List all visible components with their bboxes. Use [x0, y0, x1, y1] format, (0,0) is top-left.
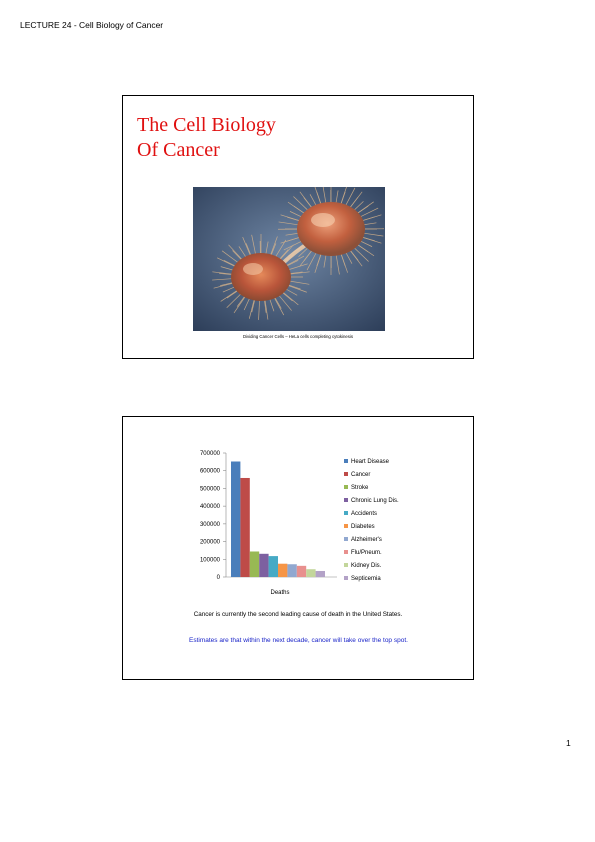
bar-flu-pneum [297, 566, 306, 577]
y-tick-label: 600000 [199, 468, 220, 475]
legend-swatch [344, 498, 348, 502]
y-tick-label: 500000 [199, 486, 220, 493]
legend-label: Chronic Lung Dis. [351, 498, 399, 504]
page-number: 1 [566, 738, 571, 748]
legend-swatch [344, 485, 348, 489]
cancer-statement: Cancer is currently the second leading cause of death in the United States. [193, 611, 403, 618]
bar-accidents [269, 556, 278, 577]
legend-swatch [344, 524, 348, 528]
image-caption: Dividing Cancer Cells – HeLa cells completing cytokinesis [242, 334, 354, 339]
bar-heart-disease [231, 462, 240, 577]
legend-label: Septicemia [351, 576, 381, 582]
bar-cancer [240, 478, 249, 577]
bar-diabetes [278, 564, 287, 577]
legend-label: Flu/Pneum. [351, 550, 382, 556]
bar-alzheimer-s [287, 564, 296, 577]
legend-swatch [344, 563, 348, 567]
slide-death-chart [122, 416, 474, 680]
legend-label: Kidney Dis. [351, 563, 382, 569]
y-tick-label: 400000 [199, 504, 220, 511]
deaths-bar-chart [123, 417, 473, 602]
legend-swatch [344, 472, 348, 476]
x-axis-label: Deaths [270, 590, 290, 596]
y-tick-label: 100000 [199, 557, 220, 564]
legend-label: Accidents [351, 511, 378, 517]
bar-chronic-lung-dis [259, 554, 268, 577]
title-line-1: The Cell Biology [137, 114, 276, 136]
cancer-cells-image [193, 187, 385, 331]
legend-label: Alzheimer's [351, 537, 382, 543]
legend-swatch [344, 459, 348, 463]
slide-title [122, 95, 474, 359]
legend-swatch [344, 511, 348, 515]
legend-label: Heart Disease [351, 459, 390, 465]
bar-stroke [250, 551, 259, 577]
legend-label: Diabetes [351, 524, 375, 530]
y-tick-label: 0 [216, 575, 220, 581]
legend-label: Stroke [351, 485, 369, 491]
cancer-estimate: Estimates are that within the next decade, cancer will take over the top spot. [189, 637, 408, 644]
bar-septicemia [316, 571, 325, 577]
legend-swatch [344, 550, 348, 554]
legend-label: Cancer [351, 472, 371, 478]
title-line-2: Of Cancer [137, 139, 220, 161]
slide-title-text [137, 113, 276, 163]
document-header: LECTURE 24 - Cell Biology of Cancer [20, 20, 164, 30]
legend-swatch [344, 537, 348, 541]
y-tick-label: 200000 [199, 539, 220, 546]
legend-swatch [344, 576, 348, 580]
y-tick-label: 700000 [199, 451, 220, 457]
bar-kidney-dis [306, 569, 315, 577]
y-tick-label: 300000 [199, 521, 220, 528]
